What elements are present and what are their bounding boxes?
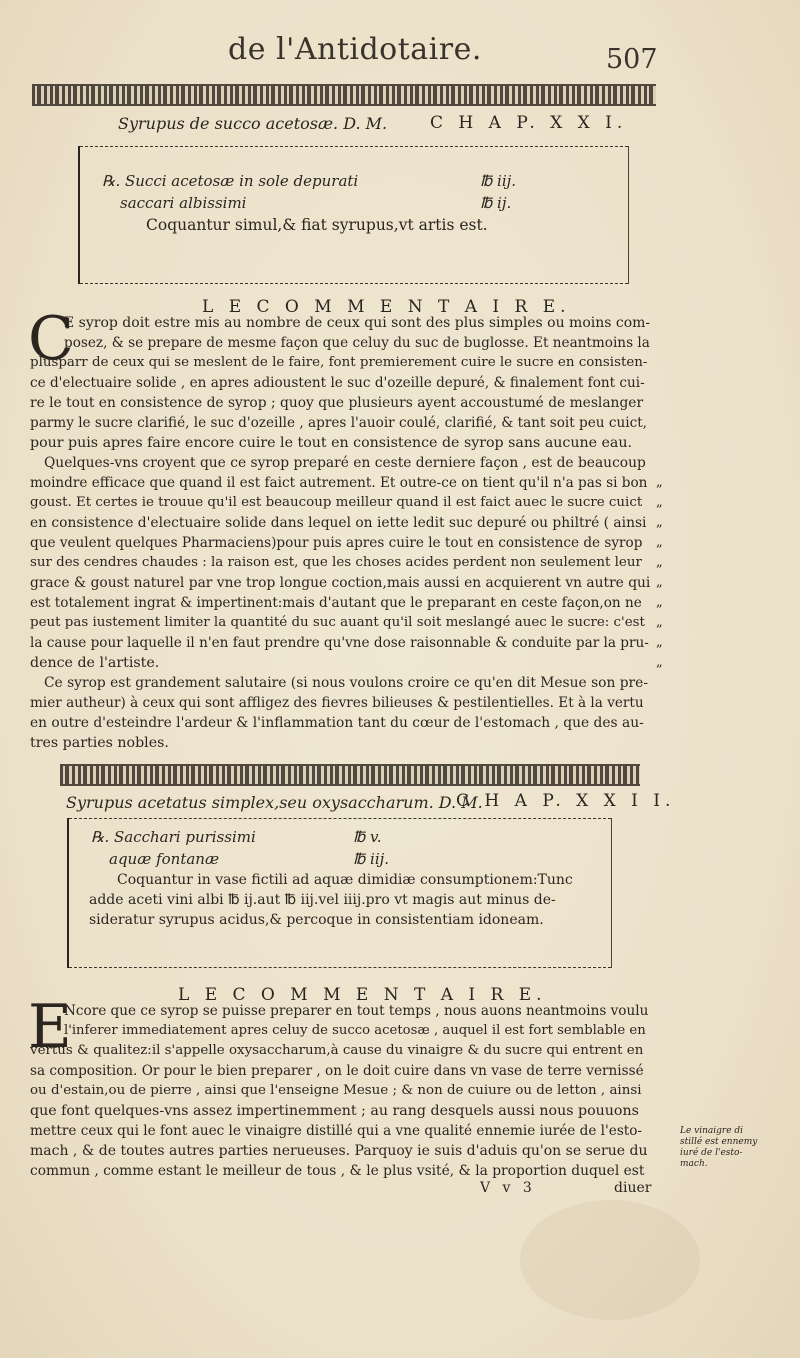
text-line: ou d'estain,ou de pierre , ainsi que l'enseigne Mesue ; & non de cuiure ou de letton , ainsi <box>30 1083 642 1098</box>
quote-mark: „ <box>656 595 663 610</box>
quote-mark: „ <box>656 615 663 630</box>
commentary-heading-1: L E C O M M E N T A I R E. <box>202 297 571 317</box>
text-line: en consistence d'electuaire solide dans lequel on iette ledit suc depuré ou philtré ( ainsi <box>30 515 647 531</box>
recipe-item: aquæ fontanæ <box>109 850 220 868</box>
margin-note-line: mach. <box>680 1159 708 1169</box>
text-line: goust. Et certes ie trouue qu'il est beaucoup meilleur quand il est faict auec le sucre cuict <box>30 495 643 510</box>
quote-mark: „ <box>656 495 663 510</box>
margin-note-line: iuré de l'esto- <box>680 1148 743 1158</box>
text-line: en outre d'esteindre l'ardeur & l'inflammation tant du cœur de l'estomach , que des au- <box>30 715 644 731</box>
section2-title: Syrupus acetatus simplex,seu oxysaccharum. D. M. <box>66 793 483 812</box>
paper-stain <box>520 1200 700 1320</box>
section2-chapter: C H A P. X X I I. <box>456 791 676 811</box>
text-line: l'inferer immediatement apres celuy de succo acetosæ , auquel il est fort semblable en <box>64 1023 646 1038</box>
drop-cap-2: E <box>28 992 72 1062</box>
text-line: que font quelques-vns assez impertinemment ; au rang desquels aussi nous pouuons <box>30 1103 639 1119</box>
ornament-band-top <box>32 84 656 106</box>
page-number: 507 <box>606 44 658 75</box>
quote-mark: „ <box>656 535 663 550</box>
drop-cap-1: C <box>28 304 74 374</box>
text-line: vertus & qualitez:il s'appelle oxysaccharum,à cause du vinaigre & du sucre qui entrent en <box>30 1043 644 1058</box>
quote-mark: „ <box>656 575 663 590</box>
recipe-qty: ℔ iij. <box>480 172 517 190</box>
quote-mark: „ <box>656 655 663 670</box>
recipe-box-2 <box>67 818 612 968</box>
text-line: parmy le sucre clarifié, le suc d'ozeille , apres l'auoir coulé, clarifié, & tant soit peu cuict, <box>30 415 647 431</box>
margin-note-line: Le vinaigre di <box>680 1126 744 1136</box>
text-line: E syrop doit estre mis au nombre de ceux qui sont des plus simples ou moins com- <box>64 315 651 331</box>
text-line: posez, & se prepare de mesme façon que celuy du suc de buglosse. Et neantmoins la <box>64 335 650 351</box>
text-line: re le tout en consistence de syrop ; quoy que plusieurs ayent accoustumé de meslanger <box>30 395 644 411</box>
recipe-item: ℞. Succi acetosæ in sole depurati <box>102 172 359 190</box>
text-line: commun , comme estant le meilleur de tous , & le plus vsité, & la proportion duquel est <box>30 1163 645 1179</box>
text-line: mach , & de toutes autres parties nerueuses. Parquoy ie suis d'aduis qu'on se serue du <box>30 1143 648 1159</box>
quote-mark: „ <box>656 555 663 570</box>
text-line: Ncore que ce syrop se puisse preparer en tout temps , nous auons neantmoins voulu <box>64 1003 649 1019</box>
text-line: moindre efficace que quand il est faict autrement. Et outre-ce on tient qu'il n'a pas si bon <box>30 475 648 491</box>
recipe-item: saccari albissimi <box>120 194 247 212</box>
section1-chapter: C H A P. X X I. <box>430 113 628 133</box>
quote-mark: „ <box>656 475 663 490</box>
recipe-note-line: Coquantur in vase fictili ad aquæ dimidiæ consumptionem:Tunc <box>117 872 573 888</box>
signature-mark: V v 3 <box>480 1180 536 1196</box>
quote-mark: „ <box>656 515 663 530</box>
recipe-box-1 <box>78 146 629 284</box>
recipe-note-line: adde aceti vini albi ℔ ij.aut ℔ iij.vel iiij.pro vt magis aut minus de- <box>89 892 556 908</box>
text-line: dence de l'artiste. <box>30 655 160 671</box>
running-head: de l'Antidotaire. <box>228 32 482 67</box>
text-line: sur des cendres chaudes : la raison est, que les choses acides perdent non seulement leur <box>30 555 642 570</box>
text-line: peut pas iustement limiter la quantité du suc auant qu'il soit meslangé auec le sucre: c'est <box>30 615 645 630</box>
recipe-note-line: sideratur syrupus acidus,& percoque in consistentiam idoneam. <box>89 912 544 928</box>
text-line: Ce syrop est grandement salutaire (si nous voulons croire ce qu'en dit Mesue son pre- <box>44 675 648 691</box>
ornament-band-middle <box>60 764 640 786</box>
text-line: la cause pour laquelle il n'en faut prendre qu'vne dose raisonnable & conduite par la pru- <box>30 635 649 651</box>
text-line: pour puis apres faire encore cuire le tout en consistence de syrop sans aucune eau. <box>30 435 633 451</box>
text-line: tres parties nobles. <box>30 735 169 751</box>
text-line: grace & goust naturel par vne trop longue coction,mais aussi en acquierent vn autre qui <box>30 575 651 591</box>
text-line: plusparr de ceux qui se meslent de le faire, font premierement cuire le sucre en consisten- <box>30 355 648 370</box>
margin-note-line: stillé est ennemy <box>680 1137 758 1147</box>
text-line: Quelques-vns croyent que ce syrop preparé en ceste derniere façon , est de beaucoup <box>44 455 646 471</box>
text-line: mier autheur) à ceux qui sont affligez des fievres bilieuses & pestilentielles. Et à la vertu <box>30 695 644 711</box>
recipe-item: ℞. Sacchari purissimi <box>91 828 256 846</box>
commentary-heading-2: L E C O M M E N T A I R E. <box>178 985 547 1005</box>
recipe-note: Coquantur simul,& fiat syrupus,vt artis est. <box>146 216 488 234</box>
quote-mark: „ <box>656 635 663 650</box>
recipe-qty: ℔ ij. <box>480 194 512 212</box>
text-line: sa composition. Or pour le bien preparer , on le doit cuire dans vn vase de terre vernissé <box>30 1063 644 1079</box>
recipe-qty: ℔ v. <box>353 828 382 846</box>
text-line: est totalement ingrat & impertinent:mais d'autant que le preparant en ceste façon,on ne <box>30 595 642 611</box>
text-line: ce d'electuaire solide , en apres adioustent le suc d'ozeille depuré, & finalement font cui- <box>30 375 645 391</box>
text-line: que veulent quelques Pharmaciens)pour puis apres cuire le tout en consistence de syrop <box>30 535 643 551</box>
catchword: diuer <box>614 1180 652 1196</box>
recipe-qty: ℔ iij. <box>353 850 390 868</box>
text-line: mettre ceux qui le font auec le vinaigre distillé qui a vne qualité ennemie iurée de l'esto- <box>30 1123 643 1139</box>
section1-title: Syrupus de succo acetosæ. D. M. <box>118 114 388 133</box>
